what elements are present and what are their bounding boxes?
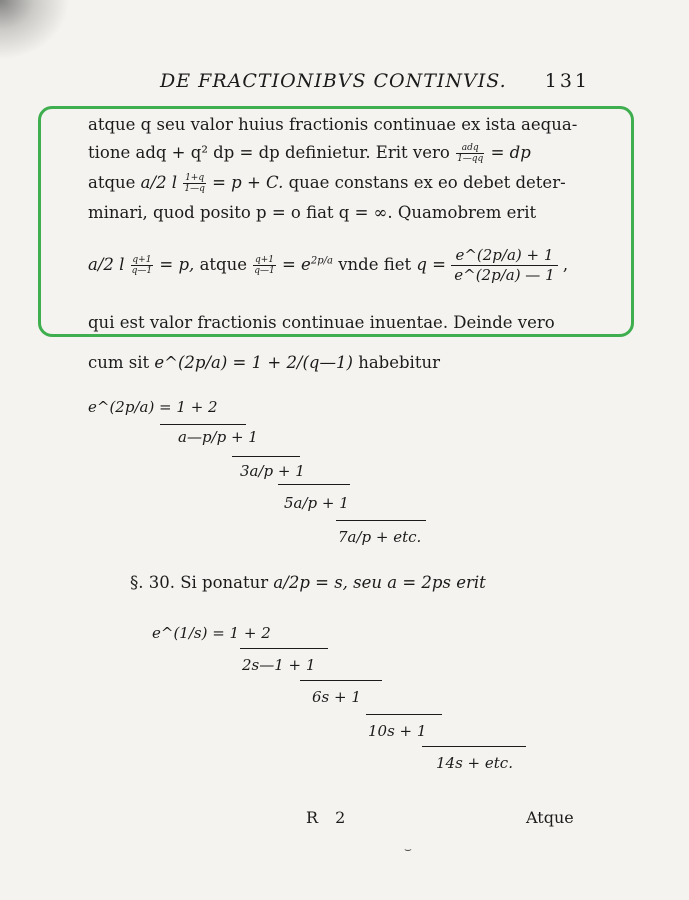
cf2-bar-2 [300,680,382,681]
text-line-2-text: tione adq + q² dp = dp definietur. Erit vero [88,143,450,162]
cum-sit-expression: e^(2p/a) = 1 + 2/(q—1) [154,353,353,372]
section-text-c: a = 2ps erit [387,573,486,592]
section-text-a: Si ponatur [180,573,269,592]
exp-fraction: $\frac{q+1}{q—1}$ [254,255,275,276]
text-line-1: atque q seu valor huius fractionis continuae ex ista aequa- [88,115,578,134]
text-line-6: qui est valor fractionis continuae inuentae. Deinde vero [88,313,555,332]
signature-mark: R 2 [306,808,352,827]
cf2-bar-1 [240,648,328,649]
log-fraction: $\frac{q+1}{q—1}$ [131,255,153,276]
cf1-bar-4 [336,520,426,521]
cf1-term-3: 5a/p + 1 [284,494,349,512]
text-line-4: minari, quod posito p = o fiat q = ∞. Quamobrem erit [88,203,537,222]
running-header [160,70,590,96]
word-vnde-fiet: vnde fiet [338,255,412,274]
text-line-3-tail: quae constans ex eo debet deter- [288,173,566,192]
text-line-5 [88,246,568,285]
cf1-term-1: a—p/p + 1 [178,428,258,446]
word-habebitur: habebitur [358,353,440,372]
q-result-fraction: $\frac{e\^{}(2p/a) + 1}{e\^{}(2p/a) — 1}$ [451,246,557,285]
page-number: 131 [544,70,590,92]
catchword: Atque [526,808,574,827]
running-title: DE FRACTIONIBVS CONTINVIS. [160,70,507,92]
cf2-term-1: 2s—1 + 1 [242,656,316,674]
cf1-bar-3 [278,484,350,485]
text-line-7 [88,352,440,374]
cf2-lhs: e^(1/s) = 1 + 2 [152,624,271,642]
cf2-term-2: 6s + 1 [312,688,361,706]
integral-lhs: a/2 l [140,173,178,192]
cf2-bar-3 [366,714,442,715]
cf2-term-3: 10s + 1 [368,722,427,740]
integral-rhs: = p + C. [212,173,284,192]
text-line-2 [88,142,531,164]
q-result-lhs: q = [416,255,446,274]
ink-speck: ⌣ [404,842,412,856]
log-lhs: a/2 l [88,255,125,274]
eq-dp: = dp [490,143,531,162]
adq-fraction: $\frac{\text{adq}}{1—qq}$ [457,143,484,164]
word-cum-sit: cum sit [88,353,150,372]
q-result-comma: , [562,255,569,274]
cf2-term-4: 14s + etc. [436,754,513,772]
word-atque-2: atque [199,255,247,274]
integral-fraction: $\frac{1+q}{1—q}$ [184,173,205,194]
cf2-bar-4 [422,746,526,747]
cf1-lhs: e^(2p/a) = 1 + 2 [88,398,218,416]
log-rhs: = p, [159,255,195,274]
cf1-term-4: 7a/p + etc. [338,528,422,546]
page-smudge [0,0,70,60]
section-30-line [130,572,486,594]
text-line-3 [88,172,566,194]
exp-rhs: = $e^{2p/a}$ [281,255,333,274]
cf1-term-2: 3a/p + 1 [240,462,305,480]
section-marker: §. 30. [130,573,175,592]
section-text-b: = s, seu [315,573,383,592]
section-fraction: a/2p [273,573,310,592]
word-atque: atque [88,173,136,192]
cf1-bar-1 [160,424,246,425]
cf1-bar-2 [232,456,300,457]
